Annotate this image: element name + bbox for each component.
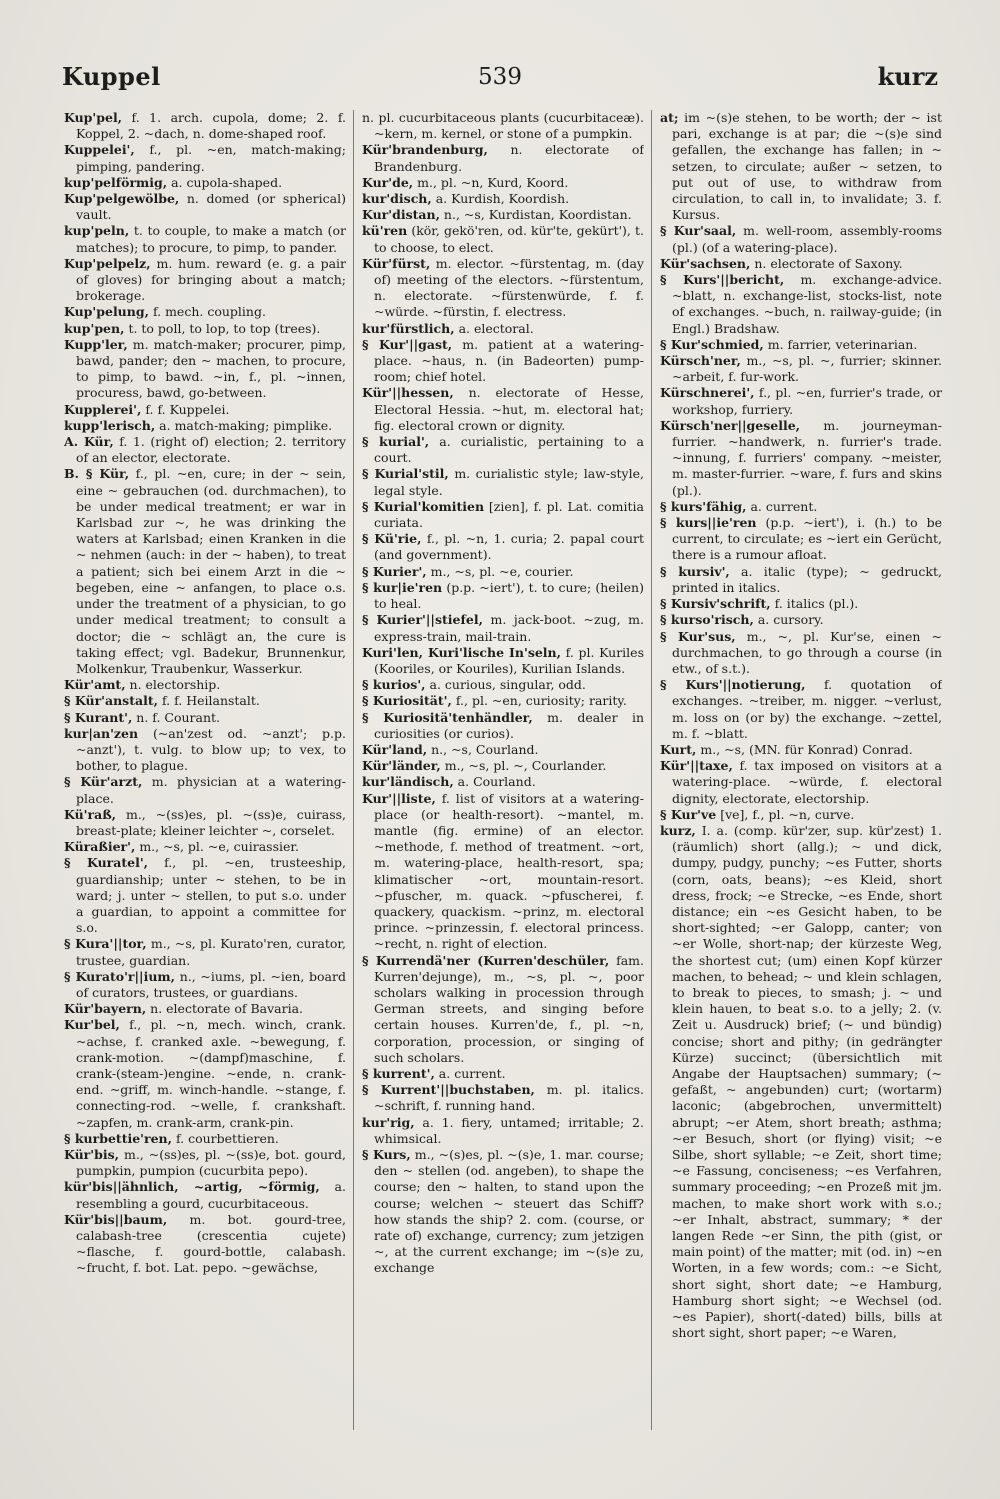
entry-headword: kur'fürstlich, [362,320,455,336]
entry-definition: f., pl. ~en, furrier's trade, or workshop, furriery. [672,385,942,417]
entry-definition: f. quotation of exchanges. ~treiber, m. nigger. ~verlust, m. loss on (or by) the exchange. ~zettel, m. f. ~blatt. [672,677,942,741]
dictionary-entry [362,564,644,580]
entry-definition: m., ~(ss)es, pl. ~(ss)e, bot. gourd, pumpkin, pumpion (cucurbita pepo). [76,1147,346,1179]
entry-headword: § Kurant', [64,709,133,725]
entry-definition: f. 1. arch. cupola, dome; 2. f. Koppel, 2. ~dach, n. dome-shaped roof. [76,110,346,142]
dictionary-entry [660,807,942,823]
entry-definition: (~an'zest od. ~anzt'; p.p. ~anzt'), t. vulg. to blow up; to vex, to bother, to plague. [76,725,346,774]
entry-headword: at; [660,110,679,125]
entry-headword: Kür'brandenburg, [362,142,488,158]
entry-definition: t. to couple, to make a match (or matches); to procure, to pimp, to pander. [76,223,346,255]
entry-headword: § kurs||ie'ren [660,515,757,531]
dictionary-entry [362,337,644,386]
entry-headword: Kurt, [660,741,697,757]
dictionary-entry [362,1115,644,1147]
entry-definition: f., pl. ~en, trusteeship, guardianship; unter ~ stehen, to be in ward; j. unter ~ stellen, to put s.o. under a guardian, to appoint a committee for s.o. [76,855,346,936]
entry-definition: m. pl. italics. ~schrift, f. running hand. [374,1082,644,1114]
entry-definition: f. courbettieren. [175,1130,279,1146]
dictionary-entry [362,791,644,953]
entry-headword: kur'disch, [362,191,432,207]
entry-headword: kur'rig, [362,1114,415,1130]
entry-definition: m. patient at a watering-place. ~haus, n. (in Badeorten) pump-room; chief hotel. [374,336,644,385]
entry-headword: Kup'pelpelz, [64,255,151,271]
entry-definition: m. journeyman-furrier. ~handwerk, n. furrier's trade. ~innung, f. furriers' company. ~meister, m. master-furrier. ~ware, f. furs and skins (pl.). [672,417,942,498]
entry-definition: n. electorate of Saxony. [754,255,903,271]
entry-definition: m. dealer in curiosities (or curios). [374,709,644,741]
entry-headword: § Kü'rie, [362,531,422,547]
entry-definition: n., ~iums, pl. ~ien, board of curators, trustees, or guardians. [76,968,346,1000]
dictionary-entry [660,110,942,223]
entry-headword: Kür'bis, [64,1147,119,1162]
dictionary-entry [64,110,346,142]
entry-definition: n. f. Courant. [136,709,221,725]
entry-headword: § kurbettie'ren, [64,1130,172,1146]
entry-headword: § Kurier'||stiefel, [362,612,483,628]
entry-headword: § Kura'||tor, [64,936,147,952]
entry-headword: § Kurs, [362,1147,411,1162]
entry-definition: m. well-room, assembly-rooms (pl.) (of a watering-place). [672,223,942,255]
entry-definition: m., ~s, pl. Kurato'ren, curator, trustee, guardian. [76,936,346,968]
dictionary-entry [660,272,942,337]
dictionary-entry [362,531,644,563]
dictionary-entry [362,466,644,498]
entry-headword: Kü'raß, [64,806,117,822]
entry-definition: m., ~(s)es, pl. ~(s)e, 1. mar. course; den ~ stellen (od. angeben), to shape the course; den ~ halten, to stand upon the course; welchen ~ steuert das Schiff? how stands the ship? 2. com. (course, or rate of) exchange, currency; zum jetzigen ~, at the current exchange; im ~(s)e zu, exchange [374,1147,644,1276]
entry-headword: Kup'pel, [64,110,123,125]
entry-headword: § Kur'schmied, [660,336,764,352]
entry-headword: Kür'||taxe, [660,758,733,774]
entry-headword: § Kuriositä'tenhändler, [362,709,533,725]
entry-definition: m., ~s, pl. ~, furrier; skinner. ~arbeit, f. fur-work. [672,353,942,385]
entry-headword: Kür'länder, [362,758,441,774]
entry-headword: kup'pen, [64,320,125,336]
entry-definition: n. electorate of Hesse, Electoral Hessia. ~hut, m. electoral hat; fig. electoral crown or dignity. [374,385,644,433]
dictionary-entry [362,385,644,434]
dictionary-entry [362,645,644,677]
entry-definition: m. physician at a watering-place. [76,774,346,806]
entry-definition: [ve], f., pl. ~n, curve. [720,806,855,822]
entry-headword: Kuppelei', [64,142,135,158]
dictionary-columns [64,110,942,1450]
entry-headword: § kur|ie'ren [362,579,443,595]
dictionary-entry [64,807,346,839]
entry-definition: (p.p. ~iert'), t. to cure; (heilen) to heal. [374,579,644,612]
entry-headword: Kürschnerei', [660,385,755,401]
entry-headword: § Kür'arzt, [64,774,143,790]
entry-definition: a. cupola-shaped. [171,174,283,190]
dictionary-entry [660,629,942,678]
dictionary-entry [64,774,346,806]
entry-definition: a. Kurdish, Koordish. [435,191,570,207]
entry-definition: m., ~s, (MN. für Konrad) Conrad. [700,741,913,757]
entry-headword: Küraßier', [64,839,136,855]
entry-headword: kur|an'zen [64,725,139,741]
dictionary-entry [362,499,644,531]
entry-definition: m. jack-boot. ~zug, m. express-train, mail-train. [374,612,644,644]
entry-definition: f. f. Heilanstalt. [161,693,260,709]
entry-definition: f. pl. Kuriles (Kooriles, or Kouriles), Kurilian Islands. [374,644,644,676]
dictionary-entry [660,385,942,417]
entry-definition: f. f. Kuppelei. [145,401,230,417]
entry-definition: (p.p. ~iert'), i. (h.) to be current, to circulate; es ~iert ein Gerücht, there is a rumour afloat. [672,515,942,563]
entry-headword: Kupplerei', [64,401,142,417]
dictionary-entry [660,499,942,515]
entry-definition: a. curialistic, pertaining to a court. [374,434,644,466]
dictionary-entry [64,175,346,191]
entry-definition: m. bot. gourd-tree, calabash-tree (crescentia cujete) ~flasche, f. gourd-bottle, calabash. ~frucht, f. bot. Lat. pepo. ~gewächse, [76,1211,346,1276]
page-number: 539 [478,64,522,90]
entry-headword: kür'bis||ähnlich, ~artig, ~förmig, [64,1179,320,1195]
dictionary-entry [64,726,346,775]
entry-definition: f., pl. ~en, cure; in der ~ sein, eine ~ gebrauchen (od. durchmachen), to be under medical treatment; er war in Karlsbad zur ~, he was drinking the waters at Karlsbad; einen Kranken in die ~ nehmen (auch: in der ~ haben), to treat a patient; sich bei einem Arzt in die ~ begeben, eine ~ anfangen, to place o.s. under the treatment of a physician, to go under medical treatment; to consult a doctor; die ~ schlägt an, the cure is taking effect; vgl. Badekur, Brunnenkur, Molkenkur, Traubenkur, Wasserkur. [76,466,346,676]
dictionary-entry [362,742,644,758]
entry-headword: Kupp'ler, [64,336,128,352]
entry-headword: kupp'lerisch, [64,417,156,433]
dictionary-entry [362,612,644,644]
dictionary-entry [362,677,644,693]
entry-definition: n. domed (or spherical) vault. [76,191,346,223]
entry-definition: a. curious, singular, odd. [429,677,586,693]
dictionary-entry [660,337,942,353]
entry-headword: § Kuriosität', [362,693,452,709]
column-divider [353,110,354,1430]
dictionary-entry [64,142,346,174]
entry-definition: n. electorate of Bavaria. [150,1001,303,1017]
entry-headword: Kür'sachsen, [660,255,751,271]
entry-definition: m. exchange-advice. ~blatt, n. exchange-list, stocks-list, note of exchanges. ~buch, n. railway-guide; (in Engl.) Bradshaw. [672,272,942,336]
dictionary-entry [660,418,942,499]
dictionary-entry [362,223,644,255]
entry-headword: Kürsch'ner||geselle, [660,417,801,433]
dictionary-entry [64,191,346,223]
dictionary-entry [64,304,346,320]
dictionary-entry [362,434,644,466]
entry-headword: A. Kür, [64,434,114,450]
entry-headword: § Kurs'||bericht, [660,272,785,288]
dictionary-entry [362,142,644,174]
entry-definition: a. italic (type); ~ gedruckt, printed in italics. [672,563,942,595]
entry-definition: a. current. [438,1065,506,1081]
dictionary-entry [362,580,644,612]
entry-headword: kü'ren [362,223,408,239]
column-2 [362,110,644,1450]
dictionary-entry [660,596,942,612]
dictionary-entry [362,191,644,207]
dictionary-entry [64,402,346,418]
dictionary-entry [362,1147,644,1277]
dictionary-entry [660,742,942,758]
entry-headword: § kurrent', [362,1065,435,1081]
entry-definition: m., ~, pl. Kur'se, einen ~ durchmachen, to go through a course (in etw., of s.t.). [672,628,942,676]
entry-definition: f. 1. (right of) election; 2. territory of an elector, electorate. [76,434,346,466]
entry-headword: § Kurato'r||ium, [64,968,175,984]
entry-headword: Kur'bel, [64,1017,120,1033]
entry-definition: n., ~s, Courland. [431,741,539,757]
dictionary-entry [64,321,346,337]
entry-definition: f., pl. ~n, 1. curia; 2. papal court (and government). [374,531,644,563]
entry-headword: § Kurrendä'ner (Kurren'deschüler, [362,952,610,968]
entry-definition: m. farrier, veterinarian. [767,336,918,352]
dictionary-entry [362,774,644,790]
column-divider [651,110,652,1430]
entry-headword: Kür'amt, [64,677,126,693]
entry-headword: § Kurrent'||buchstaben, [362,1082,535,1098]
dictionary-entry [660,515,942,564]
dictionary-entry [64,1179,346,1211]
dictionary-entry [362,953,644,1066]
dictionary-entry [64,710,346,726]
dictionary-entry [64,855,346,936]
entry-definition: a. match-making; pimplike. [159,417,333,433]
entry-definition: f., pl. ~en, curiosity; rarity. [455,693,627,709]
dictionary-entry [660,823,942,1342]
entry-headword: kup'peln, [64,223,130,239]
dictionary-entry [64,1131,346,1147]
entry-headword: Kür'||hessen, [362,385,454,401]
right-running-head: kurz [877,62,938,91]
entry-definition: f., pl. ~en, match-making; pimping, pandering. [76,142,346,174]
entry-headword: Kur'distan, [362,207,440,223]
column-1 [64,110,346,1450]
dictionary-entry [64,1001,346,1017]
entry-headword: § Kurial'stil, [362,466,449,482]
entry-headword: Kur'de, [362,174,414,190]
entry-definition: f. mech. coupling. [152,304,266,320]
entry-headword: Kur'||liste, [362,790,436,806]
entry-definition: m. elector. ~fürstentag, m. (day of) meeting of the electors. ~fürstentum, n. electorate. ~fürstenwürde, f. f. ~würde. ~fürstin, f. electress. [374,255,644,320]
entry-definition: f., pl. ~n, mech. winch, crank. ~achse, f. cranked axle. ~bewegung, f. crank-motion. ~(dampf)maschine, f. crank-(steam-)engine. ~ende, n. crank-end. ~griff, m. winch-handle. ~stange, f. connecting-rod. ~welle, f. crankshaft. ~zapfen, m. crank-arm, crank-pin. [76,1017,346,1130]
dictionary-entry [64,418,346,434]
entry-headword: § Kur'sus, [660,628,736,644]
dictionary-entry [362,175,644,191]
dictionary-entry [64,256,346,305]
entry-headword: § Kurier', [362,563,427,579]
entry-definition: a. cursory. [757,612,824,628]
entry-headword: kurz, [660,822,696,838]
dictionary-entry [660,223,942,255]
entry-headword: Kürsch'ner, [660,353,741,369]
entry-headword: kur'ländisch, [362,774,454,790]
entry-headword: § Kurs'||notierung, [660,677,806,693]
entry-headword: Kür'bis||baum, [64,1211,168,1227]
entry-headword: Kup'pelung, [64,304,149,320]
dictionary-entry [660,612,942,628]
entry-definition: f. italics (pl.). [774,596,859,612]
entry-definition: f. list of visitors at a watering-place (or health-resort). ~mantel, m. mantle (fig. ermine) of an elector. ~methode, f. method of treatment. ~ort, m. watering-place, health-resort, spa; klimatischer ~ort, mountain-resort. ~pfuscher, m. quack. ~pfuscherei, f. quackery, quackism. ~prinz, m. electoral prince. ~prinzessin, f. electoral princess. ~recht, n. right of election. [374,790,644,952]
entry-definition: im ~(s)e stehen, to be worth; der ~ ist pari, exchange is at par; die ~(s)e sind gefallen, the exchange has fallen; in ~ setzen, to circulate; außer ~ setzen, to put out of use, to withdraw from circulation, to call in, to invalidate; 3. f. Kursus. [672,110,942,223]
entry-definition: a. resembling a gourd, cucurbitaceous. [76,1179,346,1211]
dictionary-entry [362,256,644,321]
entry-headword: § Kur'||gast, [362,336,453,352]
entry-headword: B. § Kür, [64,466,130,482]
dictionary-entry [362,207,644,223]
entry-definition: fam. Kurren'dejunge), m., ~s, pl. ~, poor scholars walking in procession through German streets, and singing before certain houses. Kurren'de, f., pl. ~n, corporation, procession, or singing of such scholars. [374,952,644,1065]
entry-headword: § kursiv', [660,563,730,579]
entry-definition: a. electoral. [458,320,534,336]
entry-headword: § kurial', [362,434,430,450]
entry-definition: m., ~s, pl. ~, Courlander. [444,758,607,774]
entry-definition: a. Courland. [457,774,536,790]
entry-headword: § kurs'fähig, [660,498,747,514]
dictionary-entry [660,758,942,807]
entry-headword: § Kür'anstalt, [64,693,158,709]
column-3 [660,110,942,1450]
dictionary-entry [64,466,346,677]
entry-headword: § Kursiv'schrift, [660,596,771,612]
entry-definition: n. pl. cucurbitaceous plants (cucurbitaceæ). ~kern, m. kernel, or stone of a pumpkin. [362,110,644,142]
dictionary-entry [362,693,644,709]
entry-headword: § Kur've [660,806,717,822]
left-running-head: Kuppel [62,62,161,91]
entry-headword: § Kurial'komitien [362,498,485,514]
entry-definition: m. match-maker; procurer, pimp, bawd, pander; den ~ machen, to procure, to pimp, to bawd. ~in, f., pl. ~innen, procuress, bawd, go-between. [76,336,346,401]
dictionary-entry [362,758,644,774]
dictionary-entry [64,936,346,968]
dictionary-entry [64,1017,346,1130]
dictionary-entry [64,434,346,466]
entry-definition: [zien], f. pl. Lat. comitia curiata. [374,498,644,531]
entry-definition: m., ~s, pl. ~e, cuirassier. [139,839,299,855]
dictionary-entry [64,693,346,709]
entry-definition: f. tax imposed on visitors at a watering-place. ~würde, f. electoral dignity, electorate, electorship. [672,758,942,806]
entry-headword: Kür'bayern, [64,1001,147,1017]
dictionary-entry [362,710,644,742]
dictionary-entry [64,839,346,855]
entry-definition: t. to poll, to lop, to top (trees). [128,320,321,336]
entry-headword: Kür'land, [362,741,428,757]
entry-definition: m. hum. reward (e. g. a pair of gloves) for bringing about a match; brokerage. [76,255,346,304]
entry-headword: Kür'fürst, [362,255,431,271]
entry-headword: § kurso'risch, [660,612,754,628]
dictionary-entry [362,321,644,337]
entry-definition: m. curialistic style; law-style, legal style. [374,466,644,498]
entry-headword: Kup'pelgewölbe, [64,191,180,207]
entry-definition: (kör, gekö'ren, od. kür'te, gekürt'), t. to choose, to elect. [374,223,644,255]
entry-definition: n. electorship. [129,677,221,693]
dictionary-entry [362,110,644,142]
dictionary-entry [660,564,942,596]
page-header [62,62,938,96]
entry-headword: § Kur'saal, [660,223,737,239]
dictionary-entry [362,1066,644,1082]
entry-definition: I. a. (comp. kür'zer, sup. kür'zest) 1. (räumlich) short (allg.); ~ und dick, dumpy, pudgy, punchy; ~es Futter, shorts (corn, oats, beans); ~es Kleid, short dress, frock; ~e Strecke, ~es Ende, short distance; ein ~es Gesicht haben, to be short-sighted; ~er Galopp, canter; von ~er Wolle, short-nap; der kürzeste Weg, the shortest cut; (um) einen Kopf kürzer machen, to behead; ~ und klein schlagen, to break to pieces, to smash; j. ~ und klein hauen, to beat s.o. to a jelly; 2. (v. Zeit u. Ausdruck) brief; (~ und bündig) concise; short and pithy; (in gedrängter Kürze) succinct; (übersichtlich mit Angabe der Hauptsachen) summary; (~ gefaßt, ~ angebunden) curt; (wortarm) laconic; (abgebrochen, unvermittelt) abrupt; ~er Atem, short breath; asthma; ~er Besuch, short (or flying) visit; ~e Silbe, short syllable; ~e Zeit, short time; ~e Fassung, conciseness; ~es Verfahren, summary proceeding; ~en Prozeß mit jm. machen, to make short work with s.o.; ~er Inhalt, abstract, summary; * der langen Rede ~er Sinn, the pith (gist, or main point) of the matter; mit (od. in) ~en Worten, in a few words; com.: ~e Sicht, short sight, short date; ~e Hamburg, Hamburg short sight; ~e Wechsel (od. ~es Papier), short(-dated) bills, bills at short sight, short paper; ~e Waren, [672,822,942,1341]
entry-definition: a. 1. fiery, untamed; irritable; 2. whimsical. [374,1114,644,1146]
entry-definition: m., pl. ~n, Kurd, Koord. [417,174,569,190]
entry-definition: n. electorate of Brandenburg. [374,142,644,174]
entry-headword: § Kuratel', [64,855,148,871]
dictionary-entry [362,1082,644,1114]
dictionary-entry [64,1212,346,1277]
dictionary-entry [64,1147,346,1179]
entry-definition: m., ~s, pl. ~e, courier. [430,563,574,579]
dictionary-entry [660,256,942,272]
dictionary-entry [660,353,942,385]
dictionary-entry [64,337,346,402]
entry-definition: n., ~s, Kurdistan, Koordistan. [443,207,632,223]
entry-headword: § kurios', [362,677,426,693]
entry-headword: Kuri'len, Kuri'lische In'seln, [362,644,562,660]
entry-definition: a. current. [750,498,818,514]
dictionary-entry [64,677,346,693]
dictionary-entry [64,969,346,1001]
entry-headword: kup'pelförmig, [64,174,168,190]
dictionary-entry [64,223,346,255]
entry-definition: m., ~(ss)es, pl. ~(ss)e, cuirass, breast-plate; kleiner leichter ~, corselet. [76,806,346,838]
dictionary-entry [660,677,942,742]
